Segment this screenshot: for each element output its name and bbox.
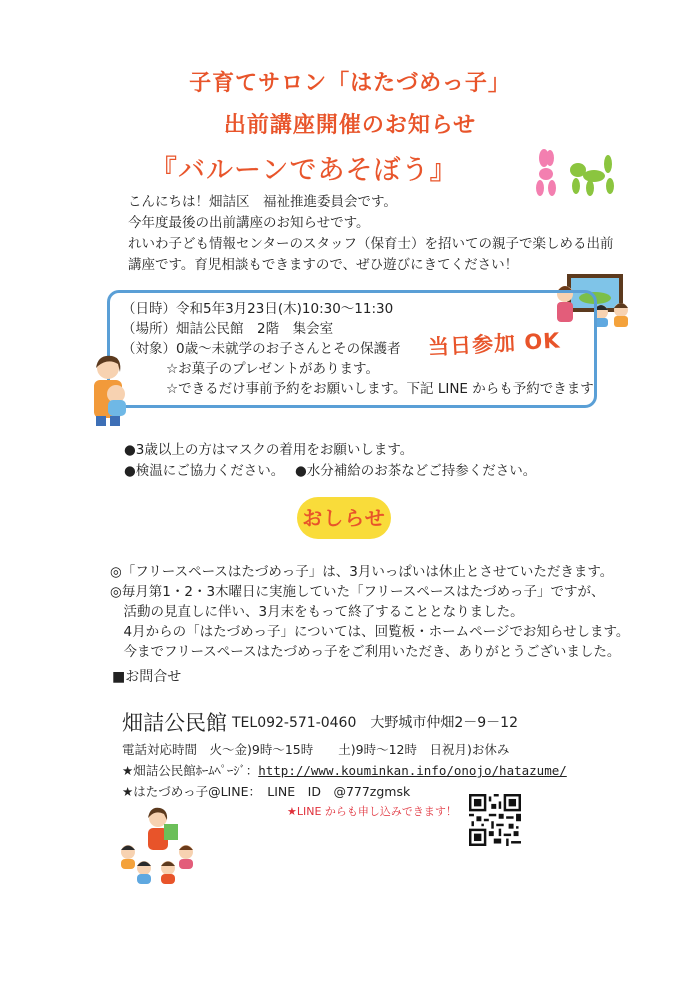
mask-note: ●3歳以上の方はマスクの着用をお願いします。 <box>124 442 414 458</box>
homepage-label: ★畑詰公民館ﾎｰﾑﾍﾟｰｼﾞ： <box>122 763 259 778</box>
temperature-note: ●検温にご協力ください。 <box>124 463 285 479</box>
intro-line: こんにちは！畑詰区 福祉推進委員会です。 <box>128 194 397 210</box>
event-target: （対象）0歳～未就学のお子さんとその保護者 <box>122 341 401 357</box>
notice-line: ◎毎月第1・2・3木曜日に実施していた「フリースペースはたづめっ子」ですが、 <box>110 584 605 600</box>
title-line2: 出前講座開催のお知らせ <box>223 113 477 138</box>
phone-address: TEL092-571-0460 大野城市仲畑2－9－12 <box>232 715 519 731</box>
line-id: ★はたづめっ子@LINE： LINE ID @777zgmsk <box>122 784 411 799</box>
homepage-link[interactable]: http://www.kouminkan.info/onojo/hatazume/ <box>258 763 567 778</box>
notice-line: ◎「フリースペースはたづめっ子」は、3月いっぱいは休止とさせていただきます。 <box>110 564 614 580</box>
intro-line: れいわ子ども情報センターのスタッフ（保育士）を招いての親子で楽しめる出前 <box>128 236 614 252</box>
title-line1: 子育てサロン「はたづめっ子」 <box>189 71 511 96</box>
green-balloon-dog-icon <box>570 155 614 196</box>
intro-line: 今年度最後の出前講座のお知らせです。 <box>128 215 370 231</box>
line-qr-code[interactable] <box>469 794 521 846</box>
water-note: ●水分補給のお茶などご持参ください。 <box>295 463 537 479</box>
storytelling-illustration <box>116 806 196 886</box>
same-day-ok-label: 当日参加 OK <box>427 328 562 360</box>
mother-baby-illustration <box>88 354 138 426</box>
intro-paragraph <box>128 192 614 276</box>
notice-line: 今までフリースペースはたづめっ子をご利用いただき、ありがとうございました。 <box>110 644 621 660</box>
event-date: （日時）令和5年3月23日(木)10:30～11:30 <box>122 301 394 317</box>
present-note: ☆お菓子のプレゼントがあります。 <box>166 361 379 377</box>
reservation-note: ☆できるだけ事前予約をお願いします。下記 LINE からも予約できます <box>166 381 594 397</box>
phone-hours: 電話対応時間 火～金)9時～15時 土)9時～12時 日祝月)お休み <box>122 742 510 757</box>
pink-balloon-dog-icon <box>536 149 556 196</box>
event-title: 『バルーンであそぼう』 <box>150 155 458 186</box>
notice-line: 4月からの「はたづめっ子」については、回覧板・ホームページでお知らせします。 <box>110 624 630 640</box>
line-apply-note: ★LINE からも申し込みできます！ <box>287 805 457 818</box>
oshirase-badge: おしらせ <box>297 497 391 539</box>
contact-heading: ■お問合せ <box>112 669 182 685</box>
intro-line: 講座です。育児相談もできますので、ぜひ遊びにきてください！ <box>128 257 519 273</box>
notice-line: 活動の見直しに伴い、3月末をもって終了することとなりました。 <box>110 604 524 620</box>
hall-name: 畑詰公民館 <box>122 711 227 735</box>
homepage-line <box>122 761 567 779</box>
event-place: （場所）畑詰公民館 2階 集会室 <box>122 321 334 337</box>
